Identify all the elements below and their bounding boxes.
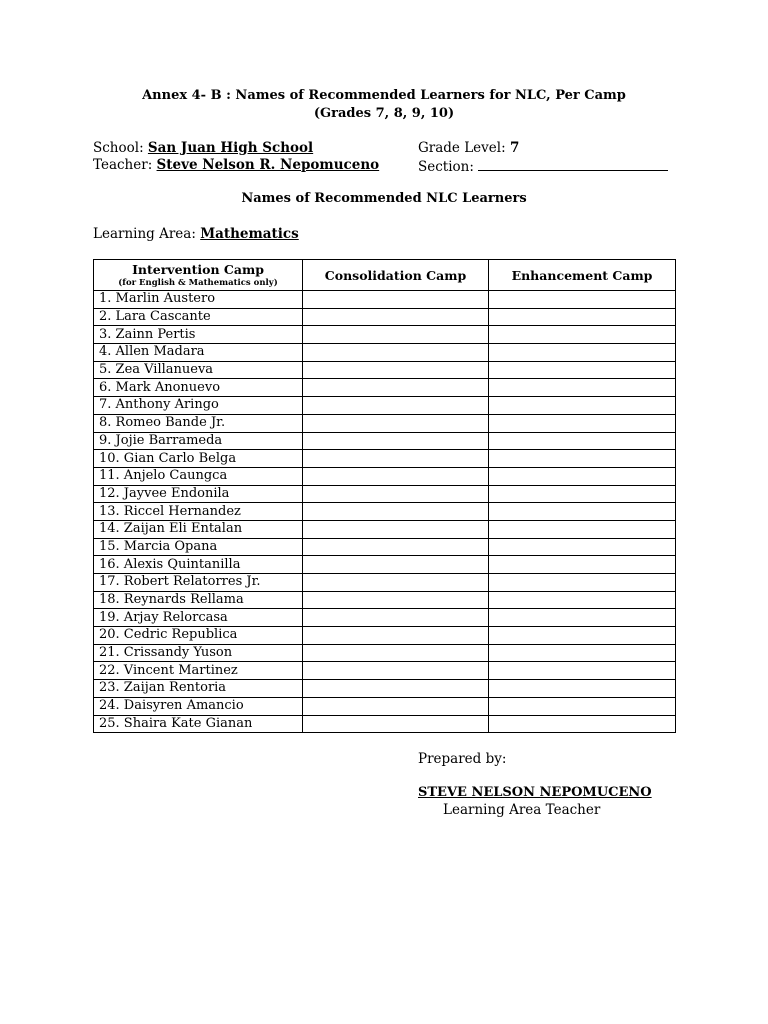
table-row bbox=[94, 520, 676, 538]
consolidation-cell bbox=[303, 591, 489, 609]
consolidation-cell bbox=[303, 414, 489, 432]
table-row bbox=[94, 467, 676, 485]
consolidation-cell bbox=[303, 397, 489, 415]
enhancement-cell bbox=[489, 715, 676, 733]
consolidation-cell bbox=[303, 680, 489, 698]
teacher-value: Steve Nelson R. Nepomuceno bbox=[156, 157, 380, 173]
enhancement-cell bbox=[489, 644, 676, 662]
learning-area-label: Learning Area: bbox=[93, 226, 196, 242]
learner-name-cell: 19. Arjay Relorcasa bbox=[94, 609, 303, 627]
learner-name-cell: 2. Lara Cascante bbox=[94, 308, 303, 326]
enhancement-cell bbox=[489, 414, 676, 432]
learners-table bbox=[93, 259, 676, 733]
learner-name-cell: 15. Marcia Opana bbox=[94, 538, 303, 556]
table-row bbox=[94, 609, 676, 627]
learner-name-cell: 6. Mark Anonuevo bbox=[94, 379, 303, 397]
enhancement-cell bbox=[489, 379, 676, 397]
table-row bbox=[94, 485, 676, 503]
enhancement-cell bbox=[489, 627, 676, 645]
document-subtitle: (Grades 7, 8, 9, 10) bbox=[313, 106, 455, 121]
enhancement-cell bbox=[489, 326, 676, 344]
section-blank bbox=[478, 156, 668, 171]
learners-table-body bbox=[94, 291, 676, 733]
school-value: San Juan High School bbox=[147, 140, 314, 156]
table-row bbox=[94, 574, 676, 592]
consolidation-cell bbox=[303, 520, 489, 538]
learner-name-cell: 5. Zea Villanueva bbox=[94, 361, 303, 379]
enhancement-cell bbox=[489, 432, 676, 450]
table-row bbox=[94, 662, 676, 680]
section-heading: Names of Recommended NLC Learners bbox=[241, 191, 527, 206]
learner-name-cell: 24. Daisyren Amancio bbox=[94, 697, 303, 715]
consolidation-cell bbox=[303, 503, 489, 521]
grade-level-value: 7 bbox=[509, 140, 520, 156]
enhancement-cell bbox=[489, 538, 676, 556]
table-row bbox=[94, 326, 676, 344]
intervention-camp-note: (for English & Mathematics only) bbox=[118, 278, 278, 288]
consolidation-cell bbox=[303, 450, 489, 468]
enhancement-cell bbox=[489, 291, 676, 309]
learner-name-cell: 16. Alexis Quintanilla bbox=[94, 556, 303, 574]
enhancement-cell bbox=[489, 609, 676, 627]
enhancement-cell bbox=[489, 485, 676, 503]
learner-name-cell: 21. Crissandy Yuson bbox=[94, 644, 303, 662]
enhancement-cell bbox=[489, 680, 676, 698]
consolidation-cell bbox=[303, 344, 489, 362]
enhancement-cell bbox=[489, 361, 676, 379]
table-row bbox=[94, 503, 676, 521]
enhancement-cell bbox=[489, 344, 676, 362]
enhancement-cell bbox=[489, 662, 676, 680]
enhancement-cell bbox=[489, 308, 676, 326]
enhancement-cell bbox=[489, 697, 676, 715]
consolidation-cell bbox=[303, 627, 489, 645]
consolidation-cell bbox=[303, 609, 489, 627]
grade-level-label: Grade Level: bbox=[418, 140, 506, 156]
section-label: Section: bbox=[418, 159, 474, 175]
learner-name-cell: 7. Anthony Aringo bbox=[94, 397, 303, 415]
consolidation-cell bbox=[303, 662, 489, 680]
signer-role: Learning Area Teacher bbox=[443, 802, 601, 818]
enhancement-cell bbox=[489, 591, 676, 609]
learner-name-cell: 9. Jojie Barrameda bbox=[94, 432, 303, 450]
learner-name-cell: 3. Zainn Pertis bbox=[94, 326, 303, 344]
consolidation-cell bbox=[303, 432, 489, 450]
learner-name-cell: 11. Anjelo Caungca bbox=[94, 467, 303, 485]
section-field bbox=[418, 156, 668, 176]
enhancement-cell bbox=[489, 397, 676, 415]
learner-name-cell: 8. Romeo Bande Jr. bbox=[94, 414, 303, 432]
table-row bbox=[94, 556, 676, 574]
consolidation-cell bbox=[303, 697, 489, 715]
table-row bbox=[94, 680, 676, 698]
table-row bbox=[94, 397, 676, 415]
consolidation-cell bbox=[303, 538, 489, 556]
intervention-camp-title: Intervention Camp bbox=[132, 262, 264, 277]
enhancement-cell bbox=[489, 574, 676, 592]
table-row bbox=[94, 291, 676, 309]
consolidation-cell bbox=[303, 308, 489, 326]
enhancement-cell bbox=[489, 520, 676, 538]
consolidation-cell bbox=[303, 379, 489, 397]
teacher-label: Teacher: bbox=[93, 157, 153, 173]
table-row bbox=[94, 414, 676, 432]
learner-name-cell: 23. Zaijan Rentoria bbox=[94, 680, 303, 698]
prepared-by-label: Prepared by: bbox=[418, 751, 507, 767]
enhancement-camp-header: Enhancement Camp bbox=[489, 260, 676, 291]
learning-area-value: Mathematics bbox=[200, 226, 299, 242]
consolidation-cell bbox=[303, 556, 489, 574]
consolidation-cell bbox=[303, 644, 489, 662]
table-row bbox=[94, 379, 676, 397]
grade-level-field bbox=[418, 139, 519, 157]
table-row bbox=[94, 591, 676, 609]
learner-name-cell: 22. Vincent Martinez bbox=[94, 662, 303, 680]
learning-area-field bbox=[93, 225, 299, 243]
learner-name-cell: 14. Zaijan Eli Entalan bbox=[94, 520, 303, 538]
learner-name-cell: 1. Marlin Austero bbox=[94, 291, 303, 309]
enhancement-cell bbox=[489, 450, 676, 468]
consolidation-camp-header: Consolidation Camp bbox=[303, 260, 489, 291]
table-row bbox=[94, 715, 676, 733]
signer-name: STEVE NELSON NEPOMUCENO bbox=[418, 785, 652, 800]
learner-name-cell: 20. Cedric Republica bbox=[94, 627, 303, 645]
learner-name-cell: 25. Shaira Kate Gianan bbox=[94, 715, 303, 733]
table-row bbox=[94, 450, 676, 468]
learner-name-cell: 18. Reynards Rellama bbox=[94, 591, 303, 609]
learner-name-cell: 10. Gian Carlo Belga bbox=[94, 450, 303, 468]
enhancement-cell bbox=[489, 503, 676, 521]
consolidation-cell bbox=[303, 574, 489, 592]
enhancement-cell bbox=[489, 556, 676, 574]
school-label: School: bbox=[93, 140, 144, 156]
table-row bbox=[94, 361, 676, 379]
learner-name-cell: 13. Riccel Hernandez bbox=[94, 503, 303, 521]
table-row bbox=[94, 344, 676, 362]
table-row bbox=[94, 432, 676, 450]
enhancement-cell bbox=[489, 467, 676, 485]
table-row bbox=[94, 308, 676, 326]
consolidation-cell bbox=[303, 715, 489, 733]
school-field bbox=[93, 139, 313, 157]
learner-name-cell: 4. Allen Madara bbox=[94, 344, 303, 362]
learner-name-cell: 12. Jayvee Endonila bbox=[94, 485, 303, 503]
consolidation-cell bbox=[303, 291, 489, 309]
consolidation-cell bbox=[303, 467, 489, 485]
table-row bbox=[94, 627, 676, 645]
learner-name-cell: 17. Robert Relatorres Jr. bbox=[94, 574, 303, 592]
consolidation-cell bbox=[303, 485, 489, 503]
teacher-field bbox=[93, 156, 379, 174]
consolidation-cell bbox=[303, 361, 489, 379]
table-header-row bbox=[94, 260, 676, 291]
document-title: Annex 4- B : Names of Recommended Learners for NLC, Per Camp bbox=[142, 88, 626, 103]
table-row bbox=[94, 538, 676, 556]
consolidation-cell bbox=[303, 326, 489, 344]
intervention-camp-header bbox=[94, 260, 303, 291]
table-row bbox=[94, 644, 676, 662]
table-row bbox=[94, 697, 676, 715]
